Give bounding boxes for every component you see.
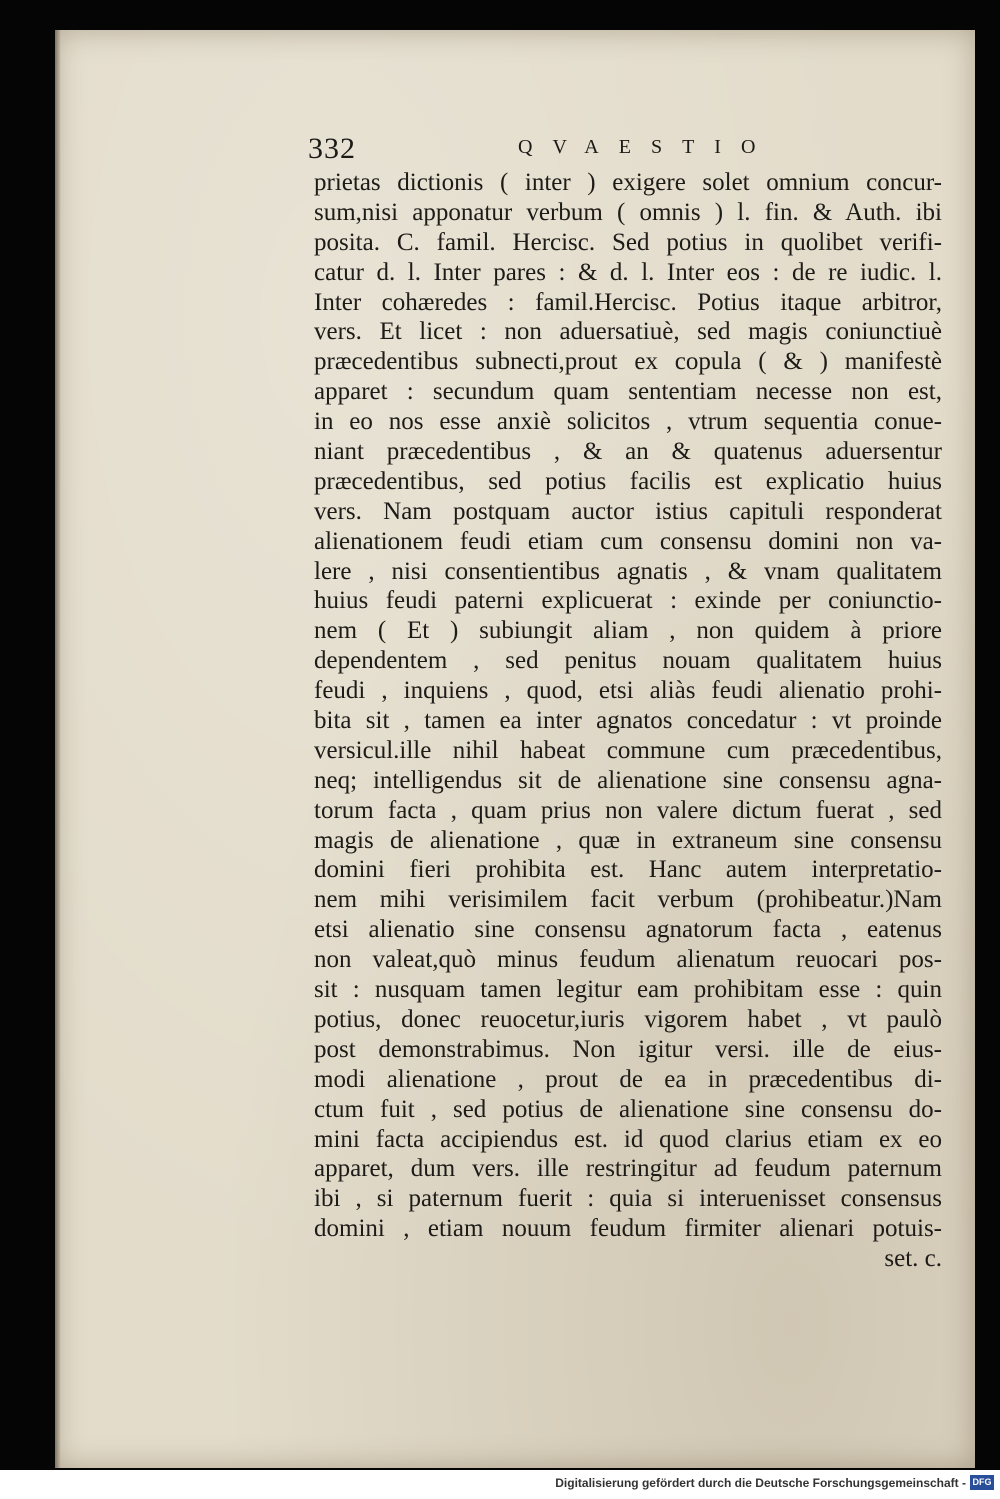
digitization-credit: Digitalisierung gefördert durch die Deutsche Forschungsgemeinschaft - — [555, 1476, 966, 1490]
text-line: lere , nisi consentientibus agnatis , & vnam qualitatem — [314, 557, 942, 585]
text-line: magis de alienatione , quæ in extraneum sine consensu — [314, 826, 942, 854]
text-line: præcedentibus subnecti,prout ex copula ( & ) manifestè — [314, 348, 942, 376]
page-gutter-shadow — [55, 30, 61, 1468]
text-line: huius feudi paterni explicuerat : exinde per coniunctio- — [314, 587, 942, 615]
text-line: sit : nusquam tamen legitur eam prohibitam esse : quin — [314, 976, 942, 1004]
text-line: mini facta accipiendus est. id quod clarius etiam ex eo — [314, 1125, 942, 1153]
text-line: niant præcedentibus , & an & quatenus aduersentur — [314, 438, 942, 466]
page-header — [308, 132, 868, 168]
text-line: non valeat,quò minus feudum alienatum reuocari pos- — [314, 946, 942, 974]
text-line: domini , etiam nouum feudum firmiter alienari potuis- — [314, 1215, 942, 1243]
text-line: domini fieri prohibita est. Hanc autem interpretatio- — [314, 856, 942, 884]
text-line: feudi , inquiens , quod, etsi aliàs feudi alienatio prohi- — [314, 677, 942, 705]
text-line: nem ( Et ) subiungit aliam , non quidem à priore — [314, 617, 942, 645]
footer-bar — [0, 1470, 1000, 1499]
text-line: in eo nos esse anxiè solicitos , vtrum sequentia conue- — [314, 408, 942, 436]
text-line: alienationem feudi etiam cum consensu domini non va- — [314, 527, 942, 555]
text-line: modi alienatione , prout de ea in præcedentibus di- — [314, 1065, 942, 1093]
text-line: sum,nisi apponatur verbum ( omnis ) l. fin. & Auth. ibi — [314, 198, 942, 226]
body-text — [314, 168, 942, 1274]
dfg-logo-icon: DFG — [970, 1475, 994, 1490]
page-number: 332 — [308, 132, 356, 165]
text-line: versicul.ille nihil habeat commune cum præcedentibus, — [314, 736, 942, 764]
text-line: bita sit , tamen ea inter agnatos concedatur : vt proinde — [314, 707, 942, 735]
text-line: etsi alienatio sine consensu agnatorum facta , eatenus — [314, 916, 942, 944]
text-line: torum facta , quam prius non valere dictum fuerat , sed — [314, 796, 942, 824]
text-line: vers. Nam postquam auctor istius capituli responderat — [314, 497, 942, 525]
text-line: vers. Et licet : non aduersatiuè, sed magis coniunctiuè — [314, 318, 942, 346]
text-line: dependentem , sed penitus nouam qualitatem huius — [314, 647, 942, 675]
text-line: nem mihi verisimilem facit verbum (prohibeatur.)Nam — [314, 886, 942, 914]
text-line: set. c. — [884, 1245, 942, 1273]
text-line: Inter cohæredes : famil.Hercisc. Potius itaque arbitror, — [314, 288, 942, 316]
text-line: prietas dictionis ( inter ) exigere solet omnium concur- — [314, 169, 942, 196]
text-line: apparet : secundum quam sententiam necesse non est, — [314, 378, 942, 406]
text-line: posita. C. famil. Hercisc. Sed potius in quolibet verifi- — [314, 228, 942, 256]
text-line: potius, donec reuocetur,iuris vigorem habet , vt paulò — [314, 1005, 942, 1033]
text-line: neq; intelligendus sit de alienatione sine consensu agna- — [314, 766, 942, 794]
text-line: post demonstrabimus. Non igitur versi. ille de eius- — [314, 1035, 942, 1063]
text-line: ibi , si paternum fuerit : quia si interuenisset consensus — [314, 1185, 942, 1213]
text-line: apparet, dum vers. ille restringitur ad feudum paternum — [314, 1155, 942, 1183]
text-line: ctum fuit , sed potius de alienatione sine consensu do- — [314, 1095, 942, 1123]
text-line: catur d. l. Inter pares : & d. l. Inter eos : de re iudic. l. — [314, 258, 942, 286]
running-head: QVAESTIO — [518, 136, 776, 158]
text-line: præcedentibus, sed potius facilis est explicatio huius — [314, 467, 942, 495]
